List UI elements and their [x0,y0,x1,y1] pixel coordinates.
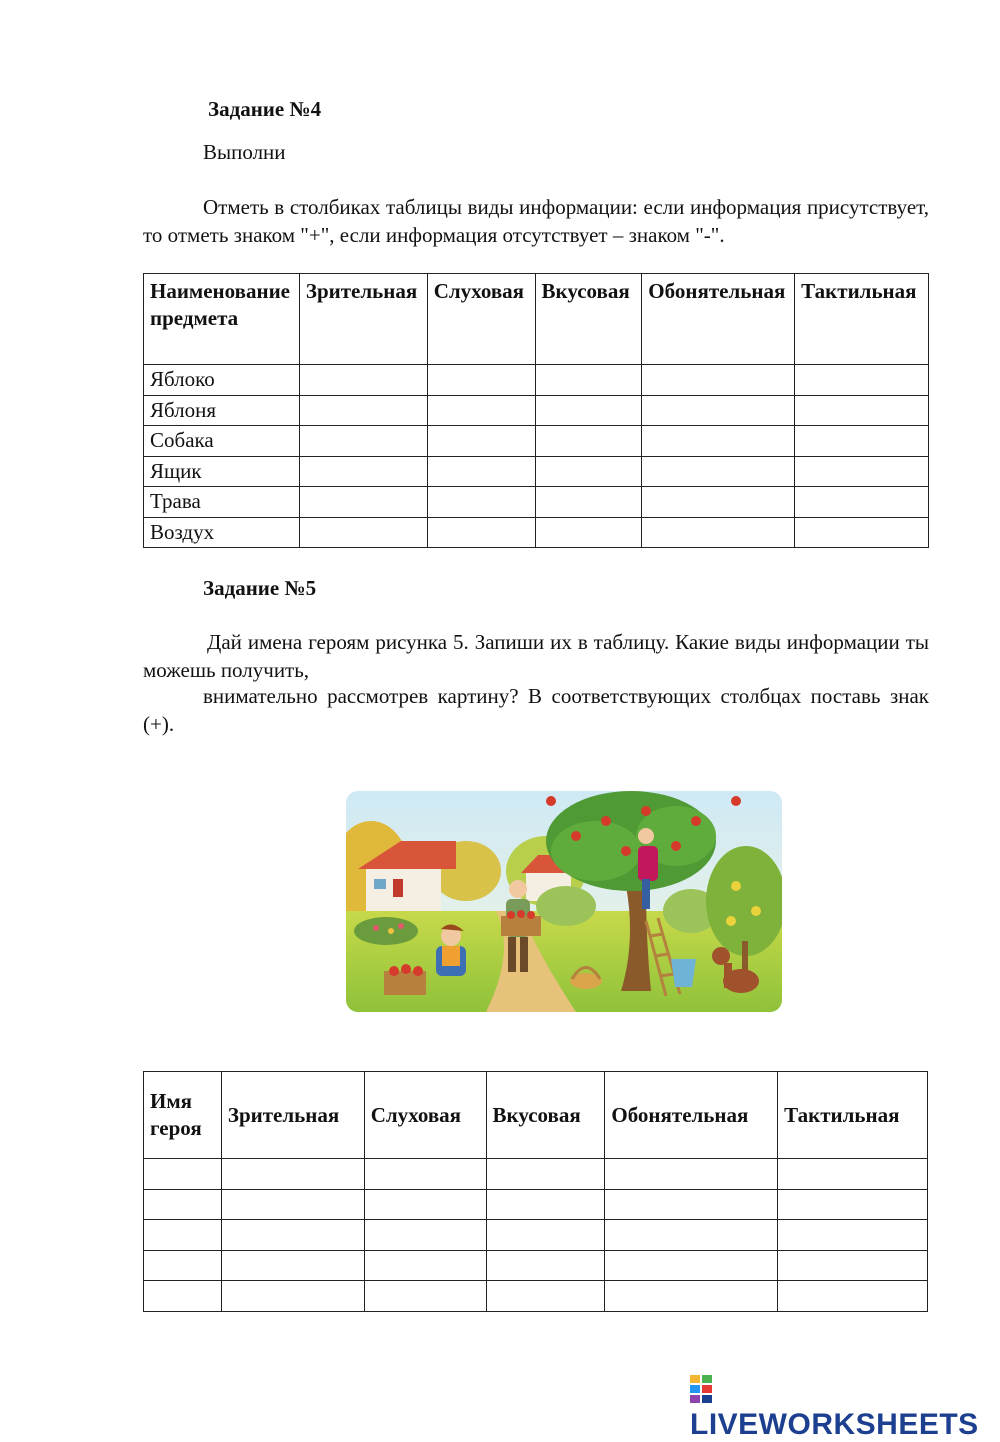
header-taste: Вкусовая [535,274,642,365]
answer-cell[interactable] [364,1189,486,1220]
answer-cell[interactable] [221,1220,364,1251]
answer-cell[interactable] [605,1159,778,1190]
row-label: Собака [144,426,300,457]
table-row [144,1281,928,1312]
answer-cell[interactable] [535,426,642,457]
table-row [144,1250,928,1281]
answer-cell[interactable] [778,1220,928,1251]
task4-table [143,273,929,548]
row-label: Яблоко [144,365,300,396]
task5-instruction-2: внимательно рассмотрев картину? В соответствующих столбцах поставь знак (+). [143,684,929,736]
row-label: Трава [144,487,300,518]
answer-cell[interactable] [299,426,427,457]
answer-cell[interactable] [299,395,427,426]
row-label: Яблоня [144,395,300,426]
answer-cell[interactable] [427,365,535,396]
header-taste: Вкусовая [486,1072,605,1159]
row-label: Ящик [144,456,300,487]
answer-cell[interactable] [795,426,929,457]
answer-cell[interactable] [535,395,642,426]
hero-name-cell[interactable] [144,1189,222,1220]
table-row [144,1159,928,1190]
answer-cell[interactable] [642,487,795,518]
table-row [144,487,929,518]
answer-cell[interactable] [795,487,929,518]
answer-cell[interactable] [778,1281,928,1312]
answer-cell[interactable] [299,365,427,396]
task5-title: Задание №5 [203,576,317,600]
header-visual: Зрительная [299,274,427,365]
answer-cell[interactable] [364,1159,486,1190]
table-row [144,1189,928,1220]
answer-cell[interactable] [778,1159,928,1190]
answer-cell[interactable] [486,1189,605,1220]
answer-cell[interactable] [795,365,929,396]
table-header-row [144,1072,928,1159]
row-label: Воздух [144,517,300,548]
hero-name-cell[interactable] [144,1159,222,1190]
answer-cell[interactable] [486,1281,605,1312]
answer-cell[interactable] [427,426,535,457]
answer-cell[interactable] [795,395,929,426]
answer-cell[interactable] [795,456,929,487]
liveworksheets-logo-icon [690,1375,712,1403]
table-row [144,456,929,487]
answer-cell[interactable] [427,487,535,518]
answer-cell[interactable] [486,1250,605,1281]
answer-cell[interactable] [642,517,795,548]
answer-cell[interactable] [535,456,642,487]
hero-name-cell[interactable] [144,1281,222,1312]
answer-cell[interactable] [486,1159,605,1190]
header-tactile: Тактильная [795,274,929,365]
hero-name-cell[interactable] [144,1250,222,1281]
header-auditory: Слуховая [427,274,535,365]
task4-instruction: Отметь в столбиках таблицы виды информации: если информация присутствует, то отметь знаком "+", если информация отсутствует – знаком "-". [143,195,929,247]
task5-table [143,1071,928,1312]
answer-cell[interactable] [364,1250,486,1281]
answer-cell[interactable] [642,395,795,426]
header-tactile: Тактильная [778,1072,928,1159]
answer-cell[interactable] [605,1250,778,1281]
answer-cell[interactable] [535,487,642,518]
liveworksheets-logo [690,1374,1000,1442]
header-item-name: Наименование предмета [144,274,300,365]
hero-name-cell[interactable] [144,1220,222,1251]
header-auditory: Слуховая [364,1072,486,1159]
answer-cell[interactable] [535,365,642,396]
task4-subtitle: Выполни [203,140,286,164]
header-hero-name: Имя героя [144,1072,222,1159]
answer-cell[interactable] [299,456,427,487]
answer-cell[interactable] [221,1250,364,1281]
answer-cell[interactable] [795,517,929,548]
answer-cell[interactable] [605,1220,778,1251]
answer-cell[interactable] [299,517,427,548]
answer-cell[interactable] [778,1250,928,1281]
table-row [144,365,929,396]
answer-cell[interactable] [221,1189,364,1220]
answer-cell[interactable] [364,1220,486,1251]
header-smell: Обонятельная [642,274,795,365]
task5-instruction-1: Дай имена героям рисунка 5. Запиши их в таблицу. Какие виды информации ты можешь получить, [143,630,929,682]
answer-cell[interactable] [221,1159,364,1190]
liveworksheets-logo-text: LIVEWORKSHEETS [690,1408,979,1441]
answer-cell[interactable] [486,1220,605,1251]
answer-cell[interactable] [364,1281,486,1312]
answer-cell[interactable] [221,1281,364,1312]
table-row [144,426,929,457]
answer-cell[interactable] [605,1281,778,1312]
header-visual: Зрительная [221,1072,364,1159]
table-header-row [144,274,929,365]
answer-cell[interactable] [427,456,535,487]
answer-cell[interactable] [535,517,642,548]
answer-cell[interactable] [427,395,535,426]
answer-cell[interactable] [605,1189,778,1220]
answer-cell[interactable] [642,365,795,396]
answer-cell[interactable] [642,426,795,457]
table-row [144,517,929,548]
table-row [144,1220,928,1251]
answer-cell[interactable] [642,456,795,487]
answer-cell[interactable] [778,1189,928,1220]
table-row [144,395,929,426]
orchard-illustration [346,791,782,1012]
task4-title: Задание №4 [208,97,322,121]
answer-cell[interactable] [427,517,535,548]
header-smell: Обонятельная [605,1072,778,1159]
answer-cell[interactable] [299,487,427,518]
